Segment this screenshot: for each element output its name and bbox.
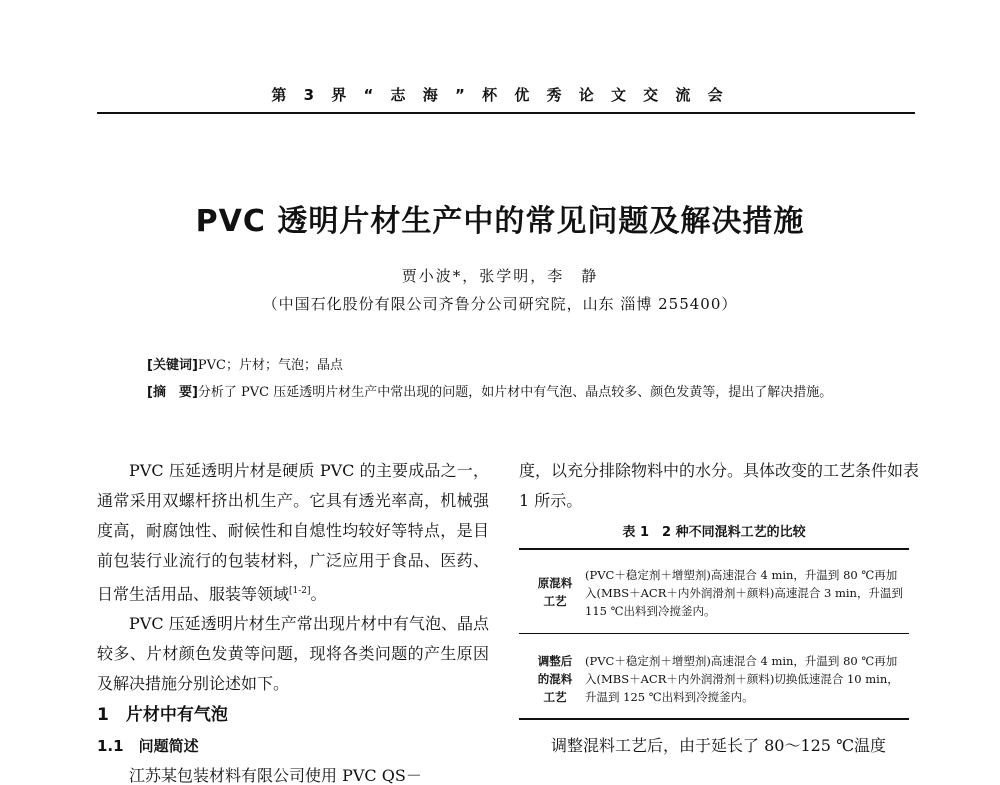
paper-title: PVC 透明片材生产中的常见问题及解决措施 (195, 204, 805, 239)
left-column (97, 456, 489, 785)
table-row-description: (PVC＋稳定剂＋增塑剂)高速混合 4 min，升温到 80 ℃再加入(MBS＋ACR＋内外润滑剂＋颜料)切换低速混合 10 min，升温到 125 ℃出料到冷搅釜内。 (585, 654, 899, 704)
section-heading-1-1: 1.1 问题简述 (97, 737, 199, 756)
right-column (519, 456, 919, 516)
conference-header: 第 3 界 “ 志 海 ” 杯 优 秀 论 文 交 流 会 (271, 86, 729, 104)
table-row-header: 调整后的混料工艺 (537, 654, 573, 704)
affiliation: （中国石化股份有限公司齐鲁分公司研究院，山东 淄博 255400） (262, 295, 738, 313)
paragraph-problems: PVC 压延透明片材生产常出现片材中有气泡、晶点较多、片材颜色发黄等问题，现将各类问题的产生原因及解决措施分别论述如下。 (97, 614, 489, 694)
table-bottom-rule (519, 718, 909, 720)
table-row-description: (PVC＋稳定剂＋增塑剂)高速混合 4 min，升温到 80 ℃再加入(MBS＋ACR＋内外润滑剂＋颜料)高速混合 3 min，升温到 115 ℃出料到冷搅釜内。 (585, 568, 903, 618)
abstract-label: [摘 要] (147, 385, 198, 400)
keywords (147, 354, 343, 373)
paragraph-continued: 度，以充分排除物料中的水分。具体改变的工艺条件如表 1 所示。 (519, 461, 920, 510)
abstract (135, 380, 895, 405)
paragraph-intro (97, 456, 489, 609)
abstract-text: 分析了 PVC 压延透明片材生产中常出现的问题，如片材中有气泡、晶点较多、颜色发黄等，提出了解决措施。 (197, 385, 833, 400)
table-middle-rule (519, 633, 909, 634)
table-caption: 表 1 2 种不同混料工艺的比较 (622, 525, 806, 540)
citation-ref: [1-2] (289, 586, 311, 596)
keywords-label: [关键词] (147, 358, 198, 373)
keywords-text: PVC；片材；气泡；晶点 (197, 358, 343, 373)
paragraph-case: 江苏某包装材料有限公司使用 PVC QS－ (129, 766, 422, 785)
authors: 贾小波*，张学明，李 静 (401, 267, 599, 285)
table-top-rule (519, 548, 909, 550)
paragraph-intro-end: 。 (310, 584, 327, 604)
paragraph-after-table: 调整混料工艺后，由于延长了 80～125 ℃温度 (551, 736, 886, 755)
table-row-header: 原混料工艺 (537, 576, 573, 608)
header-rule (97, 112, 915, 114)
paragraph-intro-text: PVC 压延透明片材是硬质 PVC 的主要成品之一，通常采用双螺杆挤出机生产。它具有透光率高，机械强度高，耐腐蚀性、耐候性和自熄性均较好等特点，是目前包装行业流行的包装材料，广泛应用于食品、医药、日常生活用品、服装等领域 (97, 461, 489, 604)
section-heading-1: 1 片材中有气泡 (97, 705, 228, 726)
